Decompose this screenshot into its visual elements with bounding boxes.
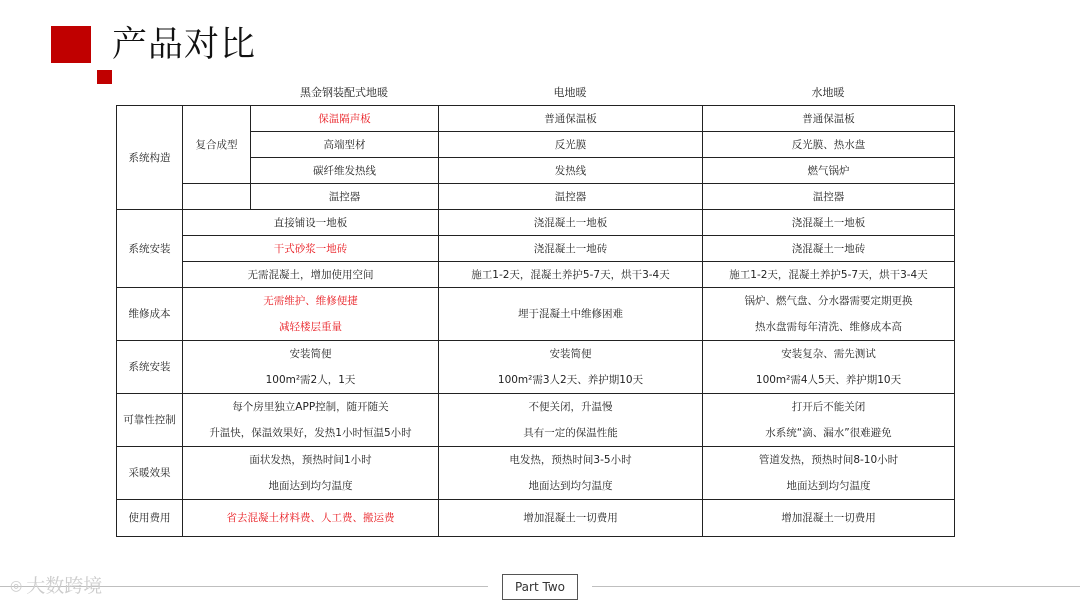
- table-cell: 燃气锅炉: [703, 158, 955, 184]
- table-cell: 埋于混凝土中维修困难: [439, 288, 703, 341]
- table-cell: [439, 341, 703, 394]
- table-row: [117, 447, 955, 500]
- table-cell: [703, 288, 955, 341]
- column-header-1: 黑金钢装配式地暖: [300, 86, 388, 99]
- category-cell: 系统构造: [117, 106, 183, 210]
- table-cell: 普通保温板: [439, 106, 703, 132]
- table-cell: 发热线: [439, 158, 703, 184]
- table-cell: 反光膜、热水盘: [703, 132, 955, 158]
- table-cell: 浇混凝土一地砖: [439, 236, 703, 262]
- table-cell: 浇混凝土一地砖: [703, 236, 955, 262]
- table-cell: 施工1-2天，混凝土养护5-7天，烘干3-4天: [703, 262, 955, 288]
- table-row: [117, 288, 955, 341]
- cell-line: 100m²需3人2天、养护期10天: [497, 374, 644, 386]
- table-cell: [703, 394, 955, 447]
- cell-line: 100m²需4人5天、养护期10天: [755, 374, 902, 386]
- table-row: [117, 500, 955, 537]
- table-cell: [183, 447, 439, 500]
- cell-line: 减轻楼层重量: [279, 321, 342, 333]
- table-cell: 浇混凝土一地板: [439, 210, 703, 236]
- cell-line: 打开后不能关闭: [791, 401, 866, 413]
- table-row: [117, 262, 955, 288]
- comparison-table: [116, 105, 955, 537]
- footer-divider-right: [592, 586, 1080, 587]
- watermark: [10, 574, 102, 598]
- cell-line: 面状发热，预热时间1小时: [249, 454, 372, 466]
- cell-line: 地面达到均匀温度: [786, 480, 871, 492]
- cell-line: 100m²需2人，1天: [265, 374, 356, 386]
- table-cell: [703, 447, 955, 500]
- table-row: [117, 341, 955, 394]
- table-cell: 保温隔声板: [251, 106, 439, 132]
- cell-line: 安装复杂、需先测试: [781, 348, 876, 360]
- table-cell: 无需混凝土，增加使用空间: [183, 262, 439, 288]
- page-title: 产品对比: [112, 25, 257, 65]
- table-row: [117, 184, 955, 210]
- table-cell: 直接铺设一地板: [183, 210, 439, 236]
- cell-line: 安装简便: [549, 348, 592, 360]
- table-cell: [183, 288, 439, 341]
- watermark-text: 大数跨境: [26, 575, 103, 597]
- logo-icon: ◎: [10, 578, 23, 594]
- cell-line: 升温快，保温效果好，发热1小时恒温5小时: [209, 427, 412, 439]
- cell-line: 无需维护、维修便捷: [263, 295, 358, 307]
- table-cell: 高端型材: [251, 132, 439, 158]
- cell-line: 每个房里独立APP控制，随开随关: [232, 401, 389, 413]
- table-row: [117, 106, 955, 132]
- cell-line: 不便关闭，升温慢: [528, 401, 613, 413]
- category-cell: 使用费用: [117, 500, 183, 537]
- title-accent-block: [51, 26, 91, 63]
- cell-line: 地面达到均匀温度: [268, 480, 353, 492]
- cell-line: 安装简便: [289, 348, 332, 360]
- cell-line: 具有一定的保温性能: [523, 427, 618, 439]
- category-cell: 系统安装: [117, 341, 183, 394]
- table-cell: 反光膜: [439, 132, 703, 158]
- table-cell: 干式砂浆一地砖: [183, 236, 439, 262]
- part-label: Part Two: [502, 574, 578, 600]
- table-cell: 温控器: [251, 184, 439, 210]
- table-cell: 碳纤维发热线: [251, 158, 439, 184]
- table-cell: [439, 447, 703, 500]
- table-cell: [183, 341, 439, 394]
- table-cell: [183, 394, 439, 447]
- category-cell: 采暖效果: [117, 447, 183, 500]
- table-cell: 增加混凝土一切费用: [703, 500, 955, 537]
- table-cell: 增加混凝土一切费用: [439, 500, 703, 537]
- column-header-3: 水地暖: [811, 86, 845, 99]
- table-cell: 浇混凝土一地板: [703, 210, 955, 236]
- category-cell: 可靠性控制: [117, 394, 183, 447]
- table-row: [117, 210, 955, 236]
- table-cell: 普通保温板: [703, 106, 955, 132]
- table-cell: 温控器: [703, 184, 955, 210]
- column-header-2: 电地暖: [553, 86, 587, 99]
- cell-line: 地面达到均匀温度: [528, 480, 613, 492]
- table-cell: 温控器: [439, 184, 703, 210]
- category-cell: 维修成本: [117, 288, 183, 341]
- table-cell: 省去混凝土材料费、人工费、搬运费: [183, 500, 439, 537]
- cell-line: 电发热，预热时间3-5小时: [509, 454, 632, 466]
- table-cell: [183, 184, 251, 210]
- table-cell: 施工1-2天，混凝土养护5-7天，烘干3-4天: [439, 262, 703, 288]
- sub-category-cell: 复合成型: [183, 106, 251, 184]
- table-cell: [439, 394, 703, 447]
- cell-line: 锅炉、燃气盘、分水器需要定期更换: [744, 295, 913, 307]
- table-cell: [703, 341, 955, 394]
- table-row: [117, 236, 955, 262]
- cell-line: 管道发热，预热时间8-10小时: [758, 454, 899, 466]
- table-row: [117, 394, 955, 447]
- cell-line: 水系统“滴、漏水”很难避免: [765, 427, 892, 439]
- category-cell: 系统安装: [117, 210, 183, 288]
- title-accent-small: [97, 70, 112, 84]
- cell-line: 热水盘需每年清洗、维修成本高: [755, 321, 902, 333]
